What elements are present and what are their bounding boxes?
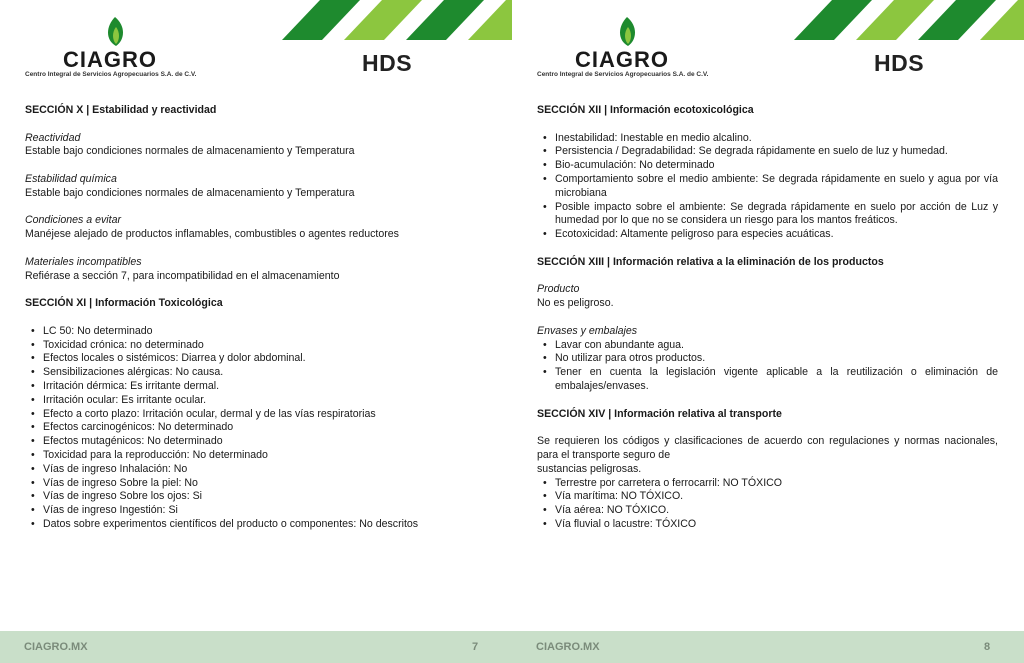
ecotox-list [537, 132, 998, 242]
header-stripes [794, 0, 1024, 40]
document-code: HDS [874, 50, 925, 76]
page-8 [512, 0, 1024, 663]
materiales-label: Materiales incompatibles [25, 255, 142, 268]
list-item: • Vía aérea: NO TÓXICO. [555, 504, 998, 518]
list-item: • Efectos locales o sistémicos: Diarrea y dolor abdominal. [43, 352, 445, 366]
list-item: • Comportamiento sobre el medio ambiente: Se degrada rápidamente en suelo y agua por vía microbiana [555, 173, 998, 201]
list-item: • Sensibilizaciones alérgicas: No causa. [43, 366, 445, 380]
list-item: • Efecto a corto plazo: Irritación ocular, dermal y de las vías respiratorias [43, 408, 445, 422]
list-item: • LC 50: No determinado [43, 325, 445, 339]
list-item: • Terrestre por carretera o ferrocarril: NO TÓXICO [555, 477, 998, 491]
logo-wordmark: CIAGRO [575, 47, 669, 72]
list-item: • Lavar con abundante agua. [555, 339, 998, 353]
estabilidad-label: Estabilidad química [25, 172, 117, 185]
list-item: • Irritación dérmica: Es irritante dermal. [43, 380, 445, 394]
list-item: • Ecotoxicidad: Altamente peligroso para especies acuáticas. [555, 228, 998, 242]
list-item: • Persistencia / Degradabilidad: Se degrada rápidamente en suelo de luz y humedad. [555, 145, 998, 159]
section-13-title: SECCIÓN XIII | Información relativa a la eliminación de los productos [537, 255, 884, 268]
page-content [25, 104, 445, 532]
transport-intro-2: sustancias peligrosas. [537, 462, 642, 475]
section-10-title: SECCIÓN X | Estabilidad y reactividad [25, 104, 217, 116]
transport-intro: Se requieren los códigos y clasificaciones de acuerdo con regulaciones y normas nacionales, para el transporte seguro de [537, 435, 998, 461]
list-item: • Datos sobre experimentos científicos del producto o componentes: No descritos [43, 518, 445, 532]
section-12-title: SECCIÓN XII | Información ecotoxicológica [537, 104, 754, 116]
condiciones-label: Condiciones a evitar [25, 214, 121, 227]
ciagro-logo [542, 14, 702, 74]
producto-label: Producto [537, 283, 580, 296]
header-stripes [282, 0, 512, 40]
list-item: • Toxicidad crónica: no determinado [43, 339, 445, 353]
list-item: • Vías de ingreso Sobre la piel: No [43, 477, 445, 491]
list-item: • Vías de ingreso Ingestión: Si [43, 504, 445, 518]
page-footer [0, 631, 512, 663]
page-number: 7 [472, 641, 479, 653]
list-item: • Inestabilidad: Inestable en medio alcalino. [555, 132, 998, 146]
section-14-title: SECCIÓN XIV | Información relativa al transporte [537, 407, 782, 420]
logo-wordmark: CIAGRO [63, 47, 157, 72]
reactividad-label: Reactividad [25, 131, 81, 144]
list-item: • Vías de ingreso Sobre los ojos: Si [43, 490, 445, 504]
section-11-title: SECCIÓN XI | Información Toxicológica [25, 297, 223, 310]
envases-list [537, 339, 998, 394]
reactividad-text: Estable bajo condiciones normales de almacenamiento y Temperatura [25, 145, 355, 158]
estabilidad-text: Estable bajo condiciones normales de almacenamiento y Temperatura [25, 186, 355, 199]
list-item: • Vía fluvial o lacustre: TÓXICO [555, 518, 998, 532]
footer-site-link[interactable]: CIAGRO.MX [24, 641, 88, 653]
list-item: • No utilizar para otros productos. [555, 352, 998, 366]
condiciones-text: Manéjese alejado de productos inflamables, combustibles o agentes reductores [25, 228, 399, 241]
list-item: • Efectos carcinogénicos: No determinado [43, 421, 445, 435]
footer-site-link[interactable]: CIAGRO.MX [536, 641, 600, 653]
list-item: • Posible impacto sobre el ambiente: Se degrada rápidamente en suelo por acción de Luz y humedad por lo que no se considera un riesgo para los mantos freáticos. [555, 201, 998, 229]
list-item: • Tener en cuenta la legislación vigente aplicable a la reutilización o eliminación de embalajes/envases. [555, 366, 998, 394]
list-item: • Vías de ingreso Inhalación: No [43, 463, 445, 477]
ciagro-logo [30, 14, 190, 74]
list-item: • Toxicidad para la reproducción: No determinado [43, 449, 445, 463]
list-item: • Bio-acumulación: No determinado [555, 159, 998, 173]
toxicology-list [25, 325, 445, 532]
producto-text: No es peligroso. [537, 297, 614, 310]
page-content [537, 104, 998, 532]
page-number: 8 [984, 641, 991, 653]
company-name: Centro Integral de Servicios Agropecuarios S.A. de C.V. [25, 71, 197, 78]
company-name: Centro Integral de Servicios Agropecuarios S.A. de C.V. [537, 71, 709, 78]
materiales-text: Refiérase a sección 7, para incompatibilidad en el almacenamiento [25, 269, 340, 282]
page-footer [512, 631, 1024, 663]
list-item: • Irritación ocular: Es irritante ocular. [43, 394, 445, 408]
list-item: • Efectos mutagénicos: No determinado [43, 435, 445, 449]
envases-label: Envases y embalajes [537, 324, 638, 337]
list-item: • Vía marítima: NO TÓXICO. [555, 490, 998, 504]
transport-list [537, 477, 998, 532]
document-code: HDS [362, 50, 413, 76]
